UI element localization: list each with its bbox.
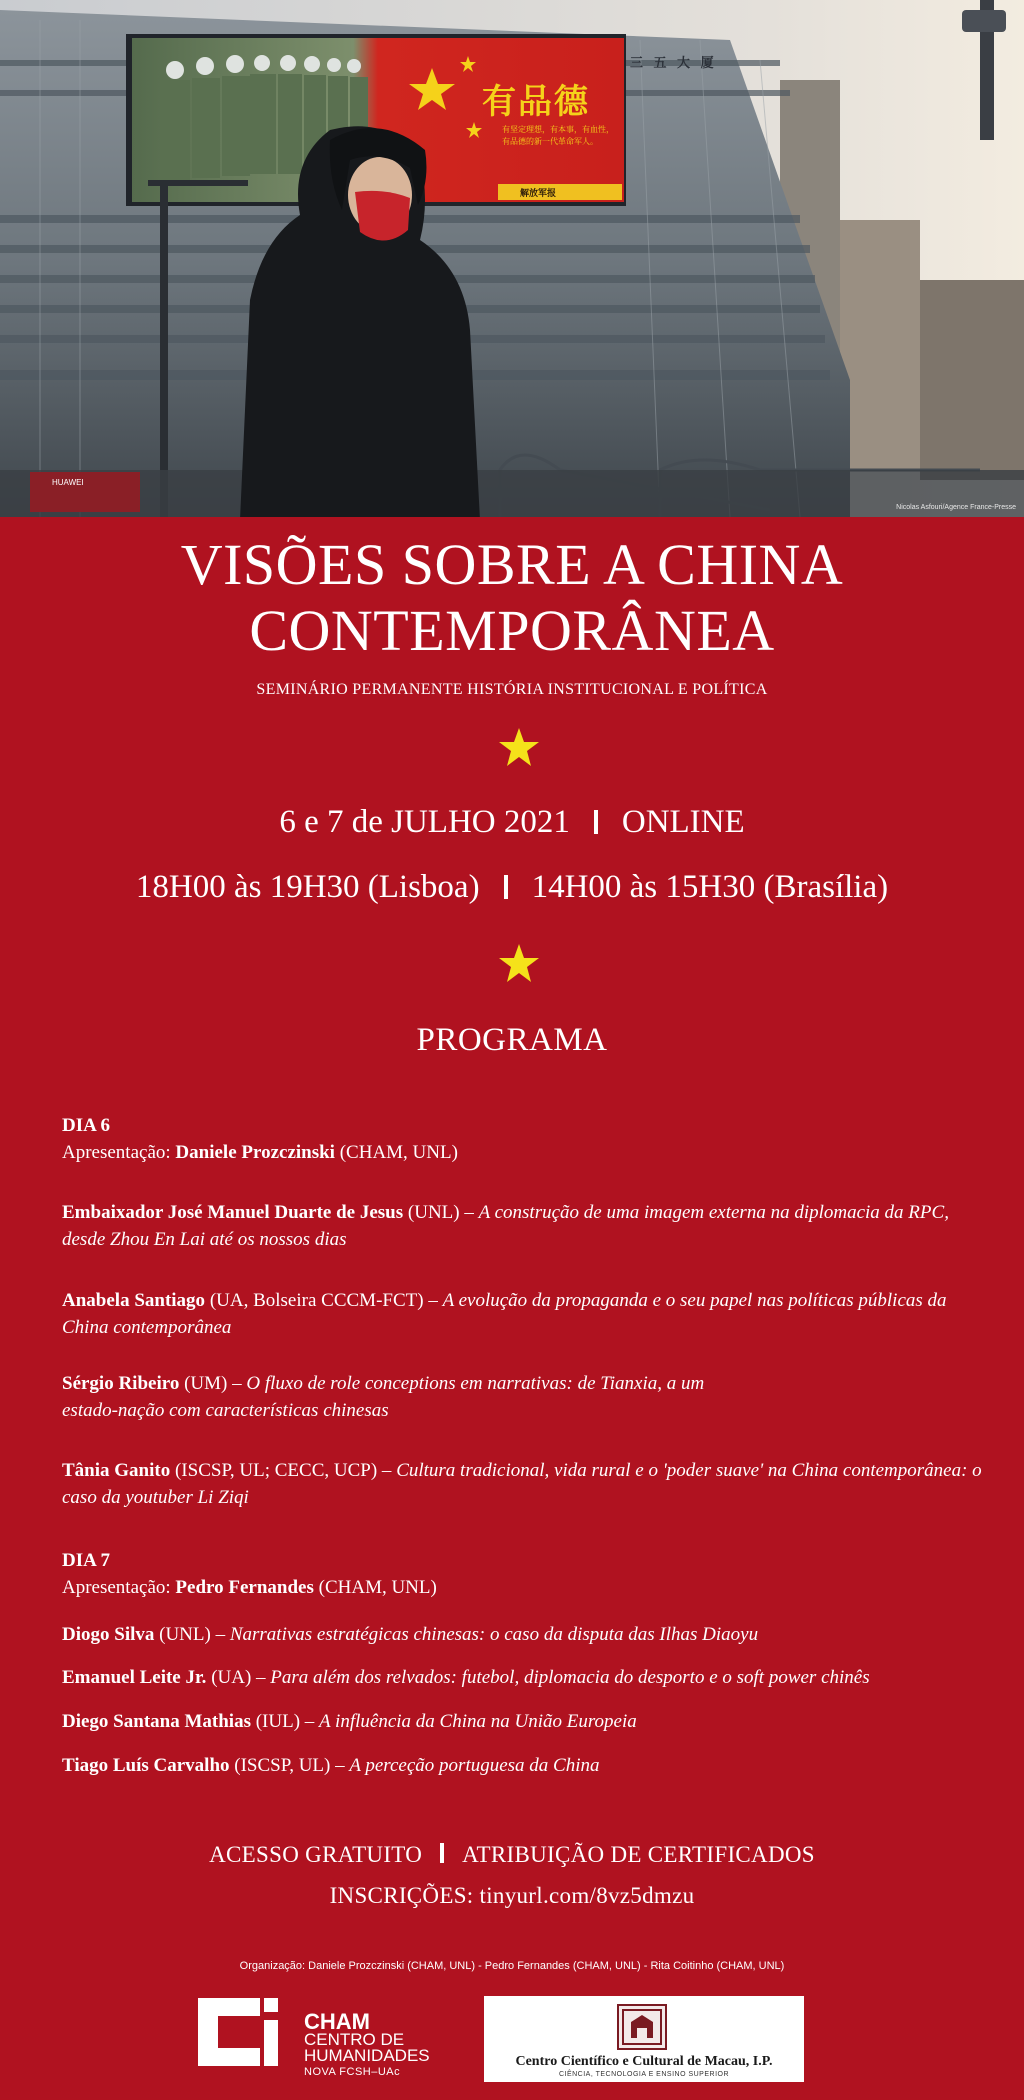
- speaker-affiliation: (ISCSP, UL; CECC, UCP) –: [170, 1460, 397, 1481]
- day6-block: [62, 1112, 982, 1166]
- day7-label: DIA 7: [62, 1550, 111, 1571]
- talk-title: Para além dos relvados: futebol, diplomacia do desporto e o soft power chinês: [270, 1667, 870, 1688]
- photo-credit: Nicolas Asfouri/Agence France-Presse: [896, 504, 1016, 511]
- speaker-name: Diogo Silva: [62, 1624, 155, 1645]
- title-line-2: CONTEMPORÂNEA: [249, 598, 775, 663]
- talk-item: [62, 1370, 982, 1424]
- day7-block: [62, 1547, 982, 1601]
- speaker-name: Diego Santana Mathias: [62, 1711, 251, 1732]
- speaker-affiliation: (IUL) –: [250, 1711, 320, 1732]
- talk-title: O fluxo de role conceptions em narrativas: de Tianxia, a um: [246, 1373, 705, 1394]
- speaker-affiliation: (UNL) –: [403, 1202, 479, 1223]
- speaker-name: Anabela Santiago: [62, 1290, 206, 1311]
- talk-title: A construção de uma imagem externa na diplomacia da RPC, desde Zhou En Lai até os nossos dias: [62, 1202, 949, 1250]
- talk-item: [62, 1457, 982, 1511]
- cham-line-3: NOVA FCSH–UAc: [304, 2066, 401, 2078]
- date-line: [0, 804, 1024, 841]
- speaker-affiliation: (UA) –: [206, 1667, 271, 1688]
- talk-title: A evolução da propaganda e o seu papel nas políticas públicas da China contemporânea: [62, 1290, 947, 1338]
- talk-item: [62, 1708, 982, 1735]
- cccm-name: Centro Científico e Cultural de Macau, I.P.: [515, 2054, 773, 2069]
- time-line: [0, 869, 1024, 906]
- billboard-sponsor: 解放军报: [520, 189, 557, 199]
- cccm-emblem-icon: [617, 2004, 667, 2050]
- cham-line-1: CENTRO DE: [304, 2030, 405, 2049]
- talk-title: A influência da China na União Europeia: [319, 1711, 637, 1732]
- shop-sign: HUAWEI: [52, 478, 84, 487]
- presenter-affiliation: (CHAM, UNL): [313, 1577, 437, 1598]
- cccm-logo: [484, 1996, 804, 2082]
- talk-title: Cultura tradicional, vida rural e o 'poder suave' na China contemporânea: o caso da youtuber Li Ziqi: [62, 1460, 982, 1508]
- presentation-prefix: Apresentação:: [62, 1142, 176, 1163]
- event-mode: ONLINE: [621, 804, 745, 840]
- cham-name: CHAM: [304, 2009, 370, 2034]
- cham-subtitle: [304, 2032, 430, 2064]
- star-icon: [497, 942, 541, 986]
- talk-title: A perceção portuguesa da China: [349, 1755, 600, 1776]
- certificates: ATRIBUIÇÃO DE CERTIFICADOS: [462, 1842, 815, 1867]
- speaker-name: Emanuel Leite Jr.: [62, 1667, 207, 1688]
- speaker-affiliation: (UM) –: [179, 1373, 247, 1394]
- speaker-name: Sérgio Ribeiro: [62, 1373, 180, 1394]
- day6-label: DIA 6: [62, 1115, 111, 1136]
- header-photo: [0, 0, 1024, 517]
- talk-item: [62, 1752, 982, 1779]
- talk-item: [62, 1287, 982, 1341]
- talk-item: [62, 1621, 982, 1648]
- speaker-affiliation: (ISCSP, UL) –: [229, 1755, 350, 1776]
- cham-line-2: HUMANIDADES: [304, 2046, 430, 2065]
- registration-link[interactable]: INSCRIÇÕES: tinyurl.com/8vz5dmzu: [329, 1883, 695, 1908]
- access-line: [0, 1842, 1024, 1868]
- presentation-prefix: Apresentação:: [62, 1577, 176, 1598]
- talk-item: [62, 1664, 982, 1691]
- billboard-chinese-text: 有品德: [482, 82, 590, 122]
- building-sign: 三 五 大 厦: [630, 56, 717, 71]
- speaker-name: Tânia Ganito: [62, 1460, 171, 1481]
- programa-heading: PROGRAMA: [416, 1022, 608, 1058]
- organization-credits: Organização: Daniele Prozczinski (CHAM, UNL) - Pedro Fernandes (CHAM, UNL) - Rita Coitinho (CHAM, UNL): [239, 1960, 785, 1972]
- presenter-name: Pedro Fernandes: [175, 1577, 314, 1598]
- time-brasilia: 14H00 às 15H30 (Brasília): [531, 869, 889, 905]
- speaker-affiliation: (UNL) –: [154, 1624, 230, 1645]
- speaker-name: Embaixador José Manuel Duarte de Jesus: [62, 1202, 404, 1223]
- cccm-subtitle: CIÊNCIA, TECNOLOGIA E ENSINO SUPERIOR: [558, 2071, 730, 2078]
- speaker-affiliation: (UA, Bolseira CCCM-FCT) –: [205, 1290, 443, 1311]
- talk-title: Narrativas estratégicas chinesas: o caso da disputa das Ilhas Diaoyu: [229, 1624, 759, 1645]
- cham-logo-mark: [198, 1998, 278, 2066]
- title-line-1: VISÕES SOBRE A CHINA: [180, 532, 844, 597]
- day7-presentation: [62, 1574, 982, 1601]
- talk-item: [62, 1199, 982, 1253]
- free-access: ACESSO GRATUITO: [209, 1842, 423, 1867]
- cham-logo: [198, 1998, 468, 2078]
- separator-bar: [504, 875, 508, 899]
- star-icon: [497, 726, 541, 770]
- day6-presentation: [62, 1139, 982, 1166]
- billboard-slogan: 有坚定理想，有本事，有血性，有品德的新一代革命军人。: [502, 125, 614, 146]
- presenter-affiliation: (CHAM, UNL): [334, 1142, 458, 1163]
- separator-bar: [440, 1843, 444, 1863]
- event-subtitle: SEMINÁRIO PERMANENTE HISTÓRIA INSTITUCIONAL E POLÍTICA: [256, 681, 768, 698]
- separator-bar: [594, 810, 598, 834]
- presenter-name: Daniele Prozczinski: [175, 1142, 335, 1163]
- time-lisboa: 18H00 às 19H30 (Lisboa): [135, 869, 480, 905]
- event-date: 6 e 7 de JULHO 2021: [279, 804, 570, 840]
- event-title: [0, 532, 1024, 664]
- speaker-name: Tiago Luís Carvalho: [62, 1755, 230, 1776]
- talk-title-continued: estado-nação com características chinesas: [62, 1400, 389, 1421]
